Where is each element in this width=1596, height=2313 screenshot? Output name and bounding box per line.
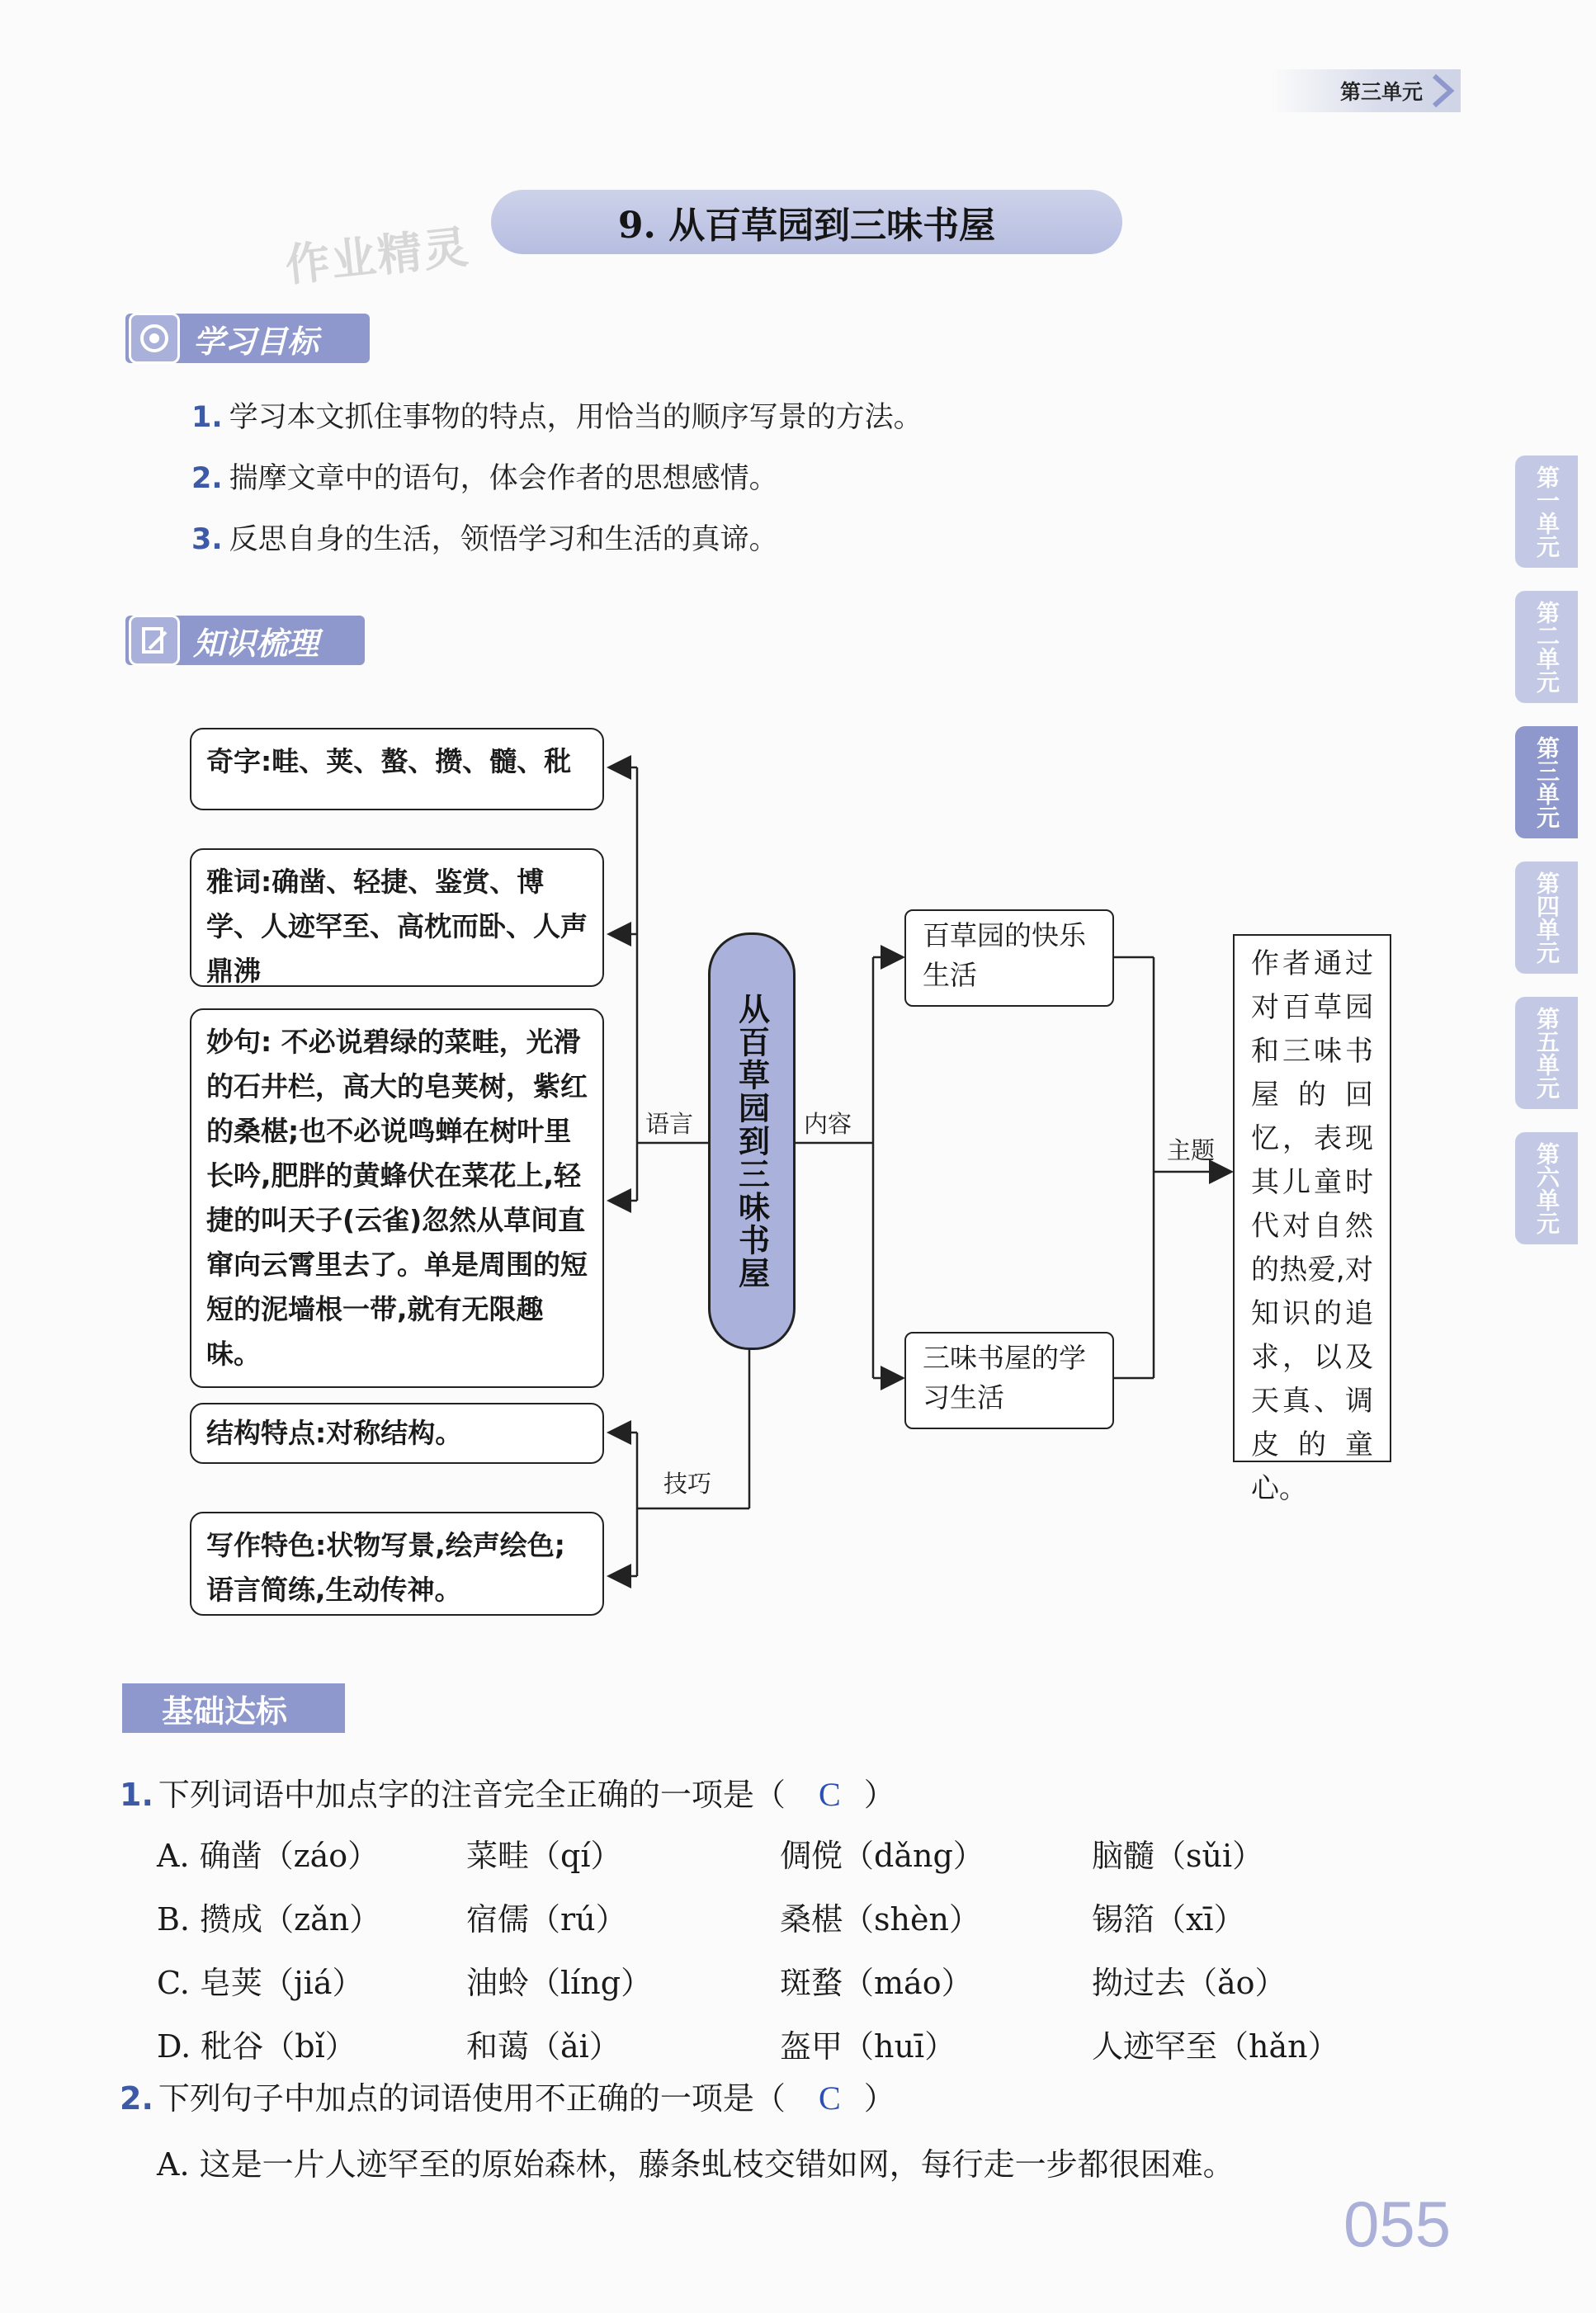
- writing-feature-box: 写作特色:状物写景,绘声绘色;语言简练,生动传神。: [190, 1512, 604, 1616]
- baicaoyuan-box: 百草园的快乐生活: [904, 909, 1114, 1007]
- option-b4: 锡箔（xī）: [1092, 1901, 1245, 1938]
- sanwei-box: 三味书屋的学习生活: [904, 1332, 1114, 1429]
- option-c4: 拗过去（ǎo）: [1092, 1965, 1287, 2001]
- question-2-option-a[interactable]: A. 这是一片人迹罕至的原始森林，藤条虬枝交错如网，每行走一步都很困难。: [157, 2146, 1235, 2183]
- option-b2: 宿儒（rú）: [466, 1901, 627, 1938]
- label-skill: 技巧: [663, 1470, 712, 1498]
- side-tab-unit-3[interactable]: 第三单元: [1515, 726, 1578, 838]
- goal-item: 3. 反思自身的生活，领悟学习和生活的真谛。: [191, 523, 778, 556]
- answer-1: C: [819, 1776, 841, 1813]
- knowledge-heading-label: 知识梳理: [193, 625, 319, 662]
- side-tab-unit-6[interactable]: 第六单元: [1515, 1132, 1578, 1244]
- option-a3: 倜傥（dǎng）: [780, 1838, 985, 1874]
- label-theme: 主题: [1167, 1136, 1216, 1164]
- structure-box: 结构特点:对称结构。: [190, 1403, 604, 1464]
- side-tab-unit-1[interactable]: 第一单元: [1515, 456, 1578, 568]
- goal-item: 2. 揣摩文章中的语句，体会作者的思想感情。: [191, 462, 778, 495]
- label-content: 内容: [804, 1110, 852, 1138]
- question-2: 2. 下列句子中加点的词语使用不正确的一项是（ C ）: [120, 2079, 895, 2117]
- rare-characters-box: 奇字:畦、荚、螯、攒、髓、秕: [190, 728, 604, 810]
- side-tab-unit-4[interactable]: 第四单元: [1515, 861, 1578, 974]
- answer-2: C: [819, 2079, 841, 2117]
- option-c1[interactable]: C. 皂荚（jiá）: [157, 1965, 364, 2001]
- watermark: 作业精灵: [282, 220, 473, 292]
- question-1: 1. 下列词语中加点字的注音完全正确的一项是（ C ）: [120, 1776, 895, 1813]
- option-d3: 盔甲（huī）: [780, 2028, 956, 2065]
- unit-label: 第三单元: [1339, 80, 1423, 104]
- basics-heading: 基础达标: [122, 1683, 345, 1733]
- option-d4: 人迹罕至（hǎn）: [1092, 2028, 1339, 2065]
- question-1-options: [157, 1830, 1362, 2066]
- center-topic-node: 从百草园到三味书屋: [708, 932, 796, 1350]
- beautiful-sentences-box: 妙句: 不必说碧绿的菜畦，光滑的石井栏，高大的皂荚树，紫红的桑椹;也不必说鸣蝉在树叶里长吟,肥胖的黄蜂伏在菜花上,轻捷的叫天子(云雀)忽然从草间直窜向云霄里去了。单是周围的短短的泥墙根一带,就有无限趣味。: [190, 1008, 604, 1388]
- option-b1[interactable]: B. 攒成（zǎn）: [157, 1901, 381, 1938]
- option-a4: 脑髓（sǔi）: [1092, 1838, 1264, 1874]
- theme-box: 作者通过对百草园和三味书屋的回忆，表现其儿童时代对自然的热爱,对知识的追求，以及天真、调皮的童心。: [1233, 934, 1391, 1462]
- option-c3: 斑蝥（máo）: [780, 1965, 973, 2001]
- goals-heading-label: 学习目标: [193, 323, 319, 360]
- side-tab-unit-5[interactable]: 第五单元: [1515, 997, 1578, 1109]
- option-b3: 桑椹（shèn）: [780, 1901, 980, 1938]
- goal-item: 1. 学习本文抓住事物的特点，用恰当的顺序写景的方法。: [191, 401, 923, 434]
- option-c2: 油蛉（líng）: [466, 1965, 653, 2001]
- option-a1[interactable]: A. 确凿（záo）: [157, 1838, 380, 1874]
- option-d1[interactable]: D. 秕谷（bǐ）: [157, 2028, 357, 2065]
- page-number: 055: [1343, 2188, 1452, 2260]
- side-tab-unit-2[interactable]: 第二单元: [1515, 591, 1578, 703]
- lesson-title: 9. 从百草园到三味书屋: [491, 190, 1122, 254]
- label-language: 语言: [645, 1110, 694, 1138]
- option-d2: 和蔼（ǎi）: [466, 2028, 621, 2065]
- option-a2: 菜畦（qí）: [466, 1838, 622, 1874]
- elegant-words-box: 雅词:确凿、轻捷、鉴赏、博学、人迹罕至、高枕而卧、人声鼎沸: [190, 848, 604, 987]
